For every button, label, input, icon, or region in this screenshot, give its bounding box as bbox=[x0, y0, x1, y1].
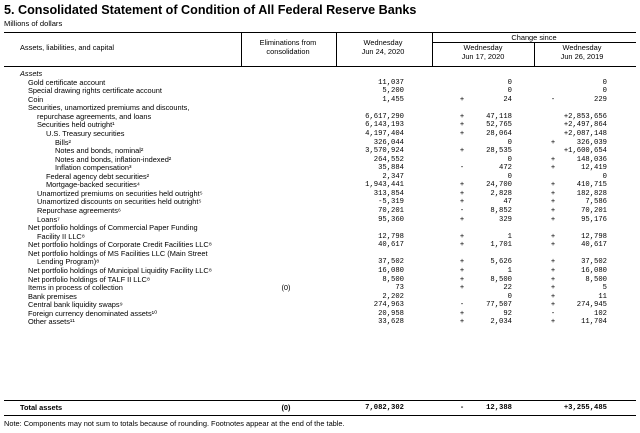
week-change-cell: 28,535 bbox=[486, 147, 512, 156]
week-change-sign: + bbox=[459, 121, 465, 130]
year-change-cell: 0 bbox=[602, 78, 607, 87]
table-row bbox=[0, 130, 640, 139]
week-change-sign: + bbox=[459, 112, 465, 121]
year-change-sign: + bbox=[550, 258, 556, 267]
row-label: Foreign currency denominated assets¹⁰ bbox=[28, 308, 158, 318]
value-cell: 8,500 bbox=[382, 275, 404, 284]
week-change-cell: 8,500 bbox=[490, 275, 512, 284]
year-change-cell: 0 bbox=[602, 172, 607, 181]
year-change-sign: + bbox=[550, 301, 556, 310]
value-cell: 5,200 bbox=[382, 87, 404, 96]
units-subtitle: Millions of dollars bbox=[4, 19, 63, 28]
year-change-cell: 40,617 bbox=[581, 241, 607, 250]
year-change-cell: 37,502 bbox=[581, 258, 607, 267]
table-row bbox=[0, 318, 640, 327]
week-change-sign: + bbox=[459, 284, 465, 293]
row-label: Net portfolio holdings of TALF II LLC⁸ bbox=[28, 274, 150, 284]
week-change-cell: 0 bbox=[507, 78, 512, 87]
total-week-change: 12,388 bbox=[486, 404, 512, 412]
value-cell: -5,319 bbox=[378, 198, 404, 207]
week-change-cell: 0 bbox=[507, 138, 512, 147]
year-change-cell: 95,176 bbox=[581, 215, 607, 224]
week-change-sign: + bbox=[459, 232, 465, 241]
year-change-sign: + bbox=[550, 241, 556, 250]
row-label: Bills² bbox=[55, 137, 72, 147]
year-change-cell: 8,500 bbox=[585, 275, 607, 284]
total-week-sign: - bbox=[459, 404, 465, 412]
value-cell: 70,201 bbox=[378, 207, 404, 215]
year-change-cell: 0 bbox=[602, 87, 607, 96]
header-divider bbox=[534, 42, 535, 66]
row-label: Net portfolio holdings of Commercial Paper Funding bbox=[28, 223, 198, 233]
total-bottom-rule bbox=[4, 415, 636, 416]
week-change-sign: + bbox=[459, 318, 465, 327]
header-divider bbox=[241, 32, 242, 66]
value-cell: 95,360 bbox=[378, 215, 404, 224]
year-change-cell: 70,201 bbox=[581, 207, 607, 215]
week-change-cell: 472 bbox=[499, 164, 512, 173]
prev-week-line-1: Wednesday bbox=[463, 43, 503, 52]
prev-year-line-2: Jun 26, 2019 bbox=[560, 52, 604, 61]
year-change-cell: 410,715 bbox=[576, 181, 607, 190]
value-cell: 73 bbox=[395, 284, 404, 293]
eliminations-line-1: Eliminations from bbox=[259, 38, 317, 47]
year-change-cell: +2,087,148 bbox=[563, 129, 607, 138]
week-change-sign: + bbox=[459, 266, 465, 275]
table-body bbox=[0, 70, 640, 327]
row-label: Securities held outright¹ bbox=[37, 120, 115, 130]
year-change-sign: - bbox=[550, 95, 556, 104]
year-change-cell: 148,036 bbox=[576, 155, 607, 164]
row-label: Unamortized discounts on securities held outright⁵ bbox=[37, 197, 202, 207]
week-change-cell: 5,626 bbox=[490, 258, 512, 267]
column-header-label: Assets, liabilities, and capital bbox=[20, 43, 115, 52]
row-label: Gold certificate account bbox=[28, 77, 106, 87]
column-header-eliminations bbox=[250, 38, 326, 56]
value-cell: 16,080 bbox=[378, 266, 404, 275]
week-change-sign: + bbox=[459, 181, 465, 190]
year-change-cell: 102 bbox=[594, 309, 607, 318]
row-label: Mortgage-backed securities⁴ bbox=[46, 180, 140, 190]
table-row bbox=[0, 310, 640, 319]
value-cell: 326,044 bbox=[373, 138, 404, 147]
week-change-cell: 22 bbox=[503, 284, 512, 293]
value-cell: 2,347 bbox=[382, 172, 404, 181]
value-cell: 6,143,193 bbox=[365, 121, 404, 130]
value-cell: 12,798 bbox=[378, 232, 404, 241]
year-change-cell: 182,828 bbox=[576, 189, 607, 198]
week-change-cell: 2,034 bbox=[490, 318, 512, 327]
week-change-cell: 329 bbox=[499, 215, 512, 224]
week-change-cell: 2,828 bbox=[490, 189, 512, 198]
week-change-cell: 8,852 bbox=[490, 207, 512, 215]
value-cell: 40,617 bbox=[378, 241, 404, 250]
week-change-sign: + bbox=[459, 241, 465, 250]
year-change-cell: 7,586 bbox=[585, 198, 607, 207]
value-cell: 2,202 bbox=[382, 292, 404, 301]
table-row bbox=[0, 284, 640, 293]
year-change-sign: - bbox=[550, 309, 556, 318]
week-change-cell: 24 bbox=[503, 95, 512, 104]
week-change-cell: 1 bbox=[507, 232, 512, 241]
value-cell: 1,455 bbox=[382, 95, 404, 104]
prev-year-line-1: Wednesday bbox=[562, 43, 602, 52]
table-row bbox=[0, 224, 640, 233]
year-change-cell: 229 bbox=[594, 95, 607, 104]
week-change-cell: 0 bbox=[507, 155, 512, 164]
week-change-cell: 28,064 bbox=[486, 129, 512, 138]
week-change-sign: + bbox=[459, 147, 465, 156]
year-change-sign: + bbox=[550, 284, 556, 293]
week-change-cell: 47 bbox=[503, 198, 512, 207]
row-label: Notes and bonds, nominal² bbox=[55, 146, 144, 156]
value-cell: 11,037 bbox=[378, 78, 404, 87]
column-header-prev-year bbox=[542, 43, 622, 61]
week-change-sign: + bbox=[459, 275, 465, 284]
week-change-sign: + bbox=[459, 95, 465, 104]
row-label: Securities, unamortized premiums and discounts, bbox=[28, 103, 190, 113]
total-year-change: +3,255,485 bbox=[563, 404, 607, 412]
year-change-sign: + bbox=[550, 275, 556, 284]
column-header-current-week bbox=[348, 38, 418, 56]
year-change-sign: + bbox=[550, 164, 556, 173]
total-row bbox=[0, 404, 640, 413]
value-cell: 33,628 bbox=[378, 318, 404, 327]
current-week-line-2: Jun 24, 2020 bbox=[361, 47, 405, 56]
year-change-cell: 326,039 bbox=[576, 138, 607, 147]
row-label: Bank premises bbox=[28, 291, 77, 301]
week-change-cell: 1 bbox=[507, 266, 512, 275]
year-change-cell: 16,080 bbox=[581, 266, 607, 275]
week-change-cell: 47,118 bbox=[486, 112, 512, 121]
row-label: Net portfolio holdings of Corporate Credit Facilities LLC⁸ bbox=[28, 240, 212, 250]
table-row bbox=[0, 207, 640, 216]
week-change-sign: - bbox=[459, 207, 465, 215]
year-change-cell: +2,497,864 bbox=[563, 121, 607, 130]
row-label: Lending Program)⁸ bbox=[37, 257, 100, 267]
week-change-sign: - bbox=[459, 301, 465, 310]
row-label: Items in process of collection bbox=[28, 283, 123, 293]
year-change-sign: + bbox=[550, 215, 556, 224]
row-label: Federal agency debt securities² bbox=[46, 171, 150, 181]
week-change-sign: + bbox=[459, 198, 465, 207]
value-cell: 3,570,924 bbox=[365, 147, 404, 156]
year-change-sign: + bbox=[550, 292, 556, 301]
year-change-cell: +1,600,654 bbox=[563, 147, 607, 156]
value-cell: 20,958 bbox=[378, 309, 404, 318]
column-header-prev-week bbox=[446, 43, 520, 61]
row-label: Repurchase agreements⁶ bbox=[37, 206, 121, 215]
year-change-cell: 11,704 bbox=[581, 318, 607, 327]
table-row bbox=[0, 87, 640, 96]
year-change-sign: + bbox=[550, 189, 556, 198]
year-change-cell: 12,419 bbox=[581, 164, 607, 173]
week-change-sign: + bbox=[459, 258, 465, 267]
year-change-cell: 11 bbox=[598, 292, 607, 301]
week-change-sign: - bbox=[459, 164, 465, 173]
row-label: Assets bbox=[20, 69, 43, 78]
week-change-cell: 0 bbox=[507, 87, 512, 96]
year-change-sign: + bbox=[550, 198, 556, 207]
year-change-sign: + bbox=[550, 155, 556, 164]
value-cell: 6,617,290 bbox=[365, 112, 404, 121]
value-cell: 313,854 bbox=[373, 189, 404, 198]
year-change-cell: 12,798 bbox=[581, 232, 607, 241]
value-cell: 264,552 bbox=[373, 155, 404, 164]
value-cell: 1,943,441 bbox=[365, 181, 404, 190]
week-change-cell: 77,507 bbox=[486, 301, 512, 310]
week-change-sign: + bbox=[459, 129, 465, 138]
week-change-sign: + bbox=[459, 215, 465, 224]
week-change-cell: 52,765 bbox=[486, 121, 512, 130]
week-change-sign: + bbox=[459, 309, 465, 318]
year-change-cell: 5 bbox=[602, 284, 607, 293]
year-change-sign: + bbox=[550, 138, 556, 147]
year-change-sign: + bbox=[550, 207, 556, 215]
row-label: Loans⁷ bbox=[37, 214, 60, 224]
total-top-rule bbox=[4, 400, 636, 401]
header-divider bbox=[336, 32, 337, 66]
total-label: Total assets bbox=[20, 403, 63, 412]
row-label: Facility II LLC⁸ bbox=[37, 231, 85, 241]
footnote: Note: Components may not sum to totals because of rounding. Footnotes appear at the end of the table. bbox=[4, 419, 345, 428]
row-label: Coin bbox=[28, 94, 44, 104]
year-change-cell: 274,945 bbox=[576, 301, 607, 310]
row-label: Special drawing rights certificate account bbox=[28, 86, 162, 96]
row-label: Inflation compensation³ bbox=[55, 163, 132, 173]
row-label: U.S. Treasury securities bbox=[46, 128, 125, 138]
row-label: Net portfolio holdings of Municipal Liquidity Facility LLC⁸ bbox=[28, 265, 212, 275]
value-cell: 35,884 bbox=[378, 164, 404, 173]
header-bottom-rule bbox=[4, 66, 636, 67]
value-cell: 274,963 bbox=[373, 301, 404, 310]
week-change-sign: + bbox=[459, 189, 465, 198]
row-label: Central bank liquidity swaps⁹ bbox=[28, 300, 123, 310]
eliminations-line-2: consolidation bbox=[266, 47, 310, 56]
value-cell: 37,502 bbox=[378, 258, 404, 267]
week-change-cell: 0 bbox=[507, 172, 512, 181]
year-change-sign: + bbox=[550, 266, 556, 275]
week-change-cell: 0 bbox=[507, 292, 512, 301]
row-label: repurchase agreements, and loans bbox=[37, 111, 152, 121]
row-label: Net portfolio holdings of MS Facilities LLC (Main Street bbox=[28, 248, 208, 258]
total-value: 7,082,302 bbox=[365, 404, 404, 412]
total-eliminations: (0) bbox=[281, 403, 291, 412]
current-week-line-1: Wednesday bbox=[363, 38, 403, 47]
year-change-sign: + bbox=[550, 318, 556, 327]
table-title: 5. Consolidated Statement of Condition of All Federal Reserve Banks bbox=[4, 3, 417, 17]
week-change-cell: 92 bbox=[503, 309, 512, 318]
row-label: Notes and bonds, inflation-indexed² bbox=[55, 154, 172, 164]
row-label: Other assets¹¹ bbox=[28, 317, 75, 327]
year-change-cell: +2,853,656 bbox=[563, 112, 607, 121]
year-change-sign: + bbox=[550, 232, 556, 241]
column-header-change-since: Change since bbox=[511, 33, 557, 42]
row-label: Unamortized premiums on securities held outright⁵ bbox=[37, 188, 203, 198]
week-change-cell: 24,700 bbox=[486, 181, 512, 190]
value-cell: 4,197,404 bbox=[365, 129, 404, 138]
week-change-cell: 1,701 bbox=[490, 241, 512, 250]
year-change-sign: + bbox=[550, 181, 556, 190]
eliminations-cell: (0) bbox=[281, 283, 291, 293]
prev-week-line-2: Jun 17, 2020 bbox=[461, 52, 505, 61]
